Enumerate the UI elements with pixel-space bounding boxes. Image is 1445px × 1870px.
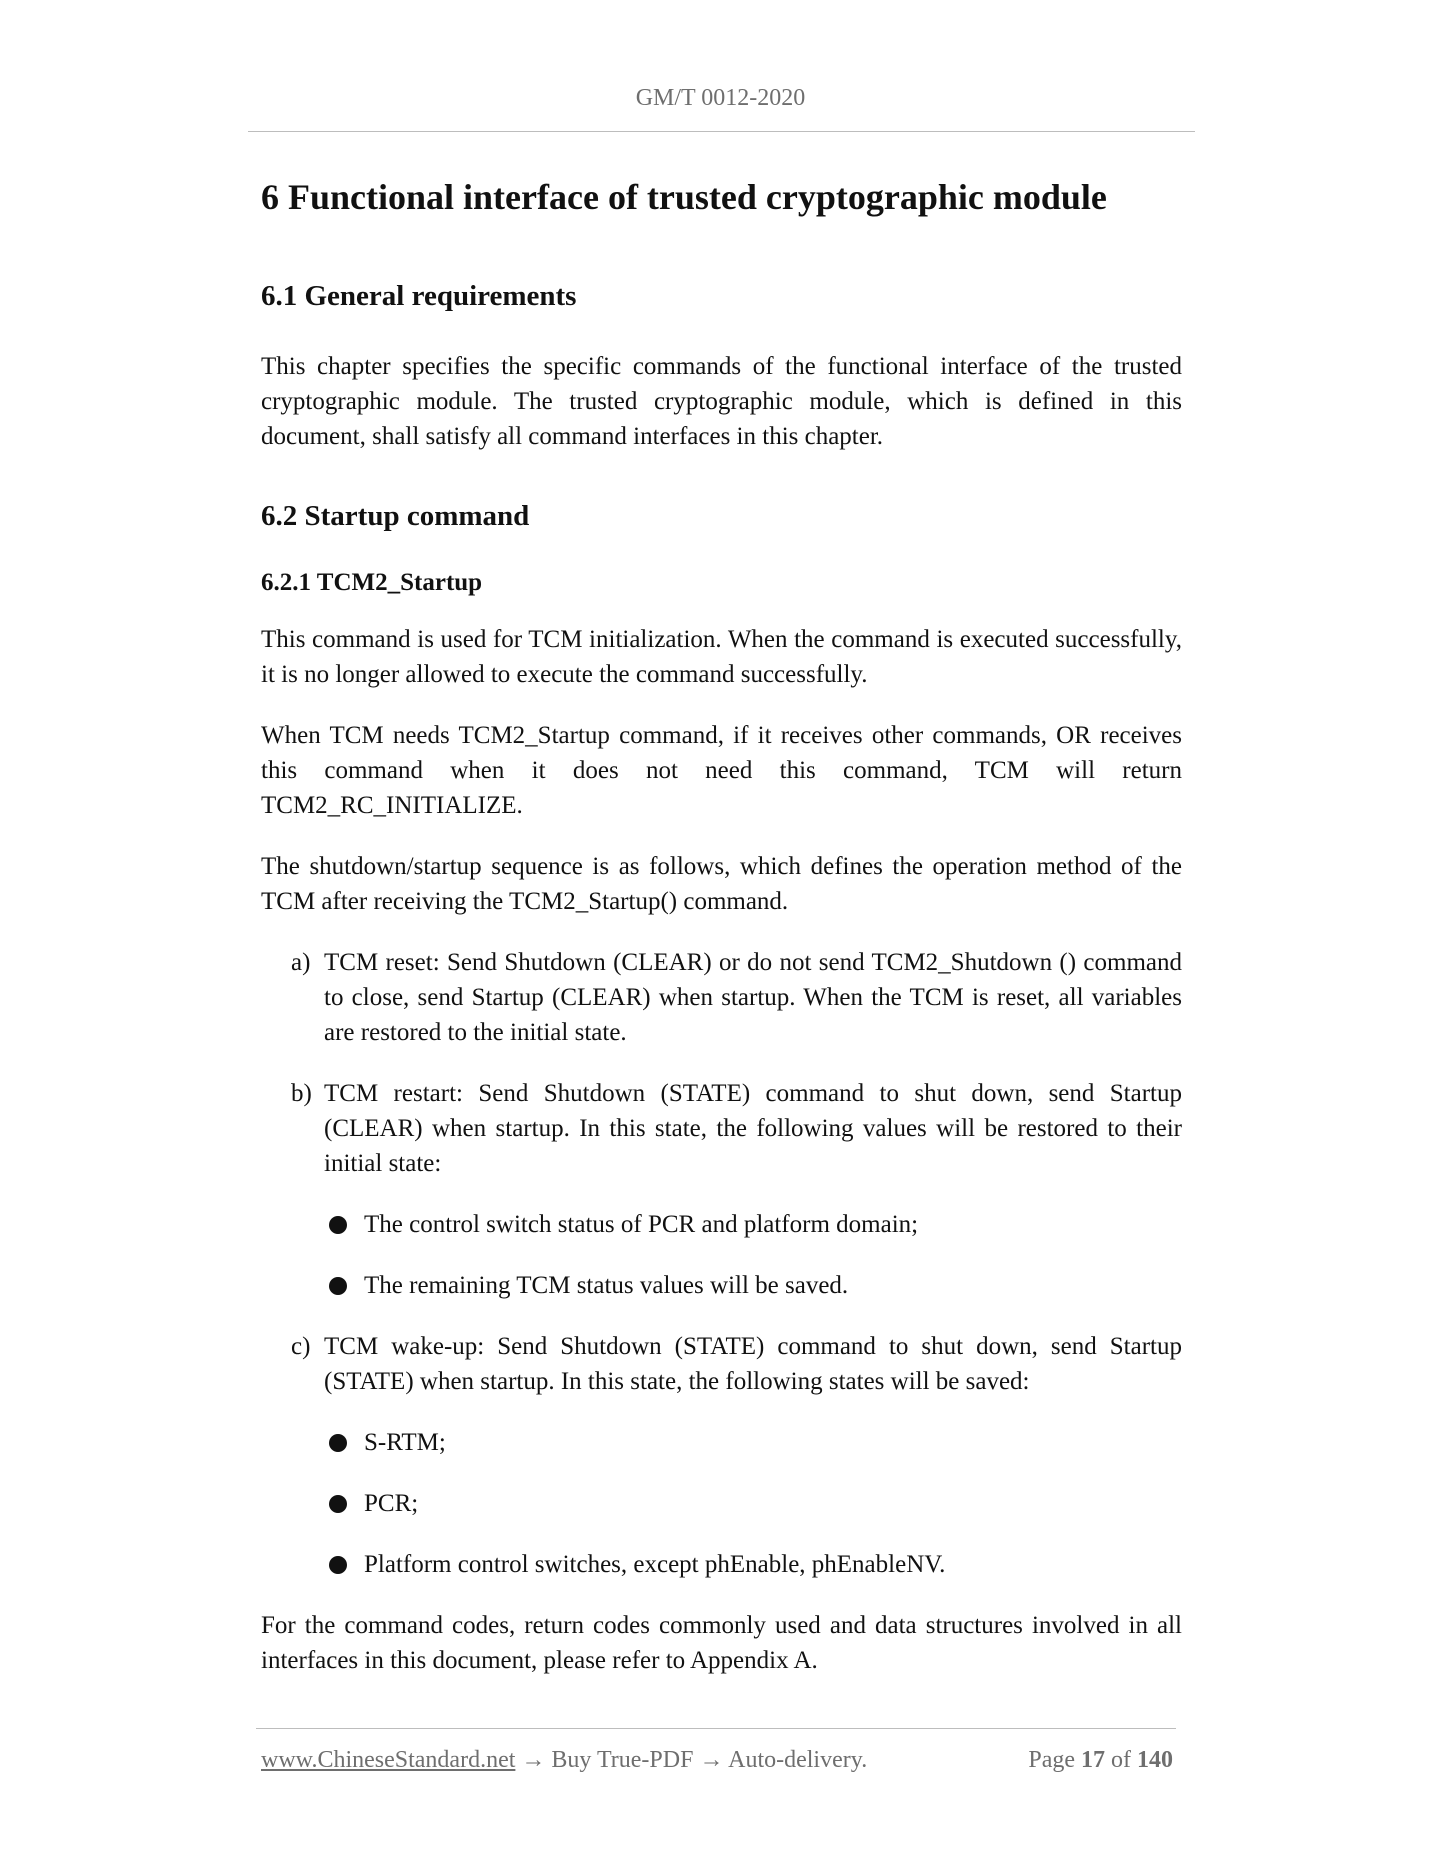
bullet-icon xyxy=(329,1434,347,1452)
bullet-text: The control switch status of PCR and platform domain; xyxy=(364,1211,919,1238)
list-marker-c: c) xyxy=(291,1333,311,1360)
current-page-number: 17 xyxy=(1081,1747,1105,1773)
list-marker-b: b) xyxy=(291,1080,312,1107)
footer-promo xyxy=(261,1743,867,1777)
bullet-text: Platform control switches, except phEnable, phEnableNV. xyxy=(364,1551,946,1578)
list-marker-a: a) xyxy=(291,949,311,976)
paragraph-tcm-initialization: This command is used for TCM initialization. When the command is executed successfully, it is no longer allowed to execute the command successfully. xyxy=(261,626,1182,688)
list-item-b xyxy=(291,1076,1182,1181)
footer-promo-text: → Buy True-PDF → Auto-delivery. xyxy=(515,1747,868,1773)
bullet-icon xyxy=(329,1495,347,1513)
of-label: of xyxy=(1111,1747,1131,1773)
page-number-indicator xyxy=(1028,1743,1173,1777)
website-link[interactable]: www.ChineseStandard.net xyxy=(261,1747,516,1773)
paragraph-tcm-return-code: When TCM needs TCM2_Startup command, if it receives other commands, OR receives this command when it does not need this command, TCM will return TCM2_RC_INITIALIZE. xyxy=(261,722,1182,819)
bullet-item xyxy=(329,1207,1182,1242)
bullet-item xyxy=(329,1486,1182,1521)
list-text-a: TCM reset: Send Shutdown (CLEAR) or do not send TCM2_Shutdown () command to close, send Startup (CLEAR) when startup. When the TCM is reset, all variables are restored to the initial state. xyxy=(324,949,1182,1046)
bullet-text: The remaining TCM status values will be saved. xyxy=(364,1272,849,1299)
section-title-6-2: 6.2 Startup command xyxy=(261,500,530,532)
document-id-header: GM/T 0012-2020 xyxy=(635,85,806,111)
total-pages: 140 xyxy=(1137,1747,1173,1773)
paragraph-general-requirements: This chapter specifies the specific commands of the functional interface of the trusted cryptographic module. The trusted cryptographic module, which is defined in this document, shall satisfy all command interfaces in this chapter. xyxy=(261,353,1182,450)
paragraph-sequence-intro: The shutdown/startup sequence is as follows, which defines the operation method of the TCM after receiving the TCM2_Startup() command. xyxy=(261,853,1182,915)
footer-divider xyxy=(256,1728,1176,1729)
bullet-text: PCR; xyxy=(364,1490,419,1517)
bullet-item xyxy=(329,1268,1182,1303)
list-item-c xyxy=(291,1329,1182,1399)
bullet-text: S-RTM; xyxy=(364,1429,446,1456)
bullet-item xyxy=(329,1425,1182,1460)
list-text-c: TCM wake-up: Send Shutdown (STATE) command to shut down, send Startup (STATE) when startup. In this state, the following states will be saved: xyxy=(324,1333,1182,1395)
list-item-a xyxy=(291,945,1182,1050)
chapter-title: 6 Functional interface of trusted cryptographic module xyxy=(261,177,1107,217)
bullet-icon xyxy=(329,1277,347,1295)
header-divider xyxy=(248,131,1195,132)
page-label: Page xyxy=(1028,1747,1075,1773)
subsection-title-6-2-1: 6.2.1 TCM2_Startup xyxy=(261,569,483,596)
page-content xyxy=(261,172,1182,1678)
paragraph-appendix-reference: For the command codes, return codes commonly used and data structures involved in all interfaces in this document, please refer to Appendix A. xyxy=(261,1612,1182,1674)
section-title-6-1: 6.1 General requirements xyxy=(261,280,577,312)
bullet-icon xyxy=(329,1556,347,1574)
list-text-b: TCM restart: Send Shutdown (STATE) command to shut down, send Startup (CLEAR) when startup. In this state, the following values will be restored to their initial state: xyxy=(324,1080,1182,1177)
bullet-item xyxy=(329,1547,1182,1582)
bullet-icon xyxy=(329,1216,347,1234)
